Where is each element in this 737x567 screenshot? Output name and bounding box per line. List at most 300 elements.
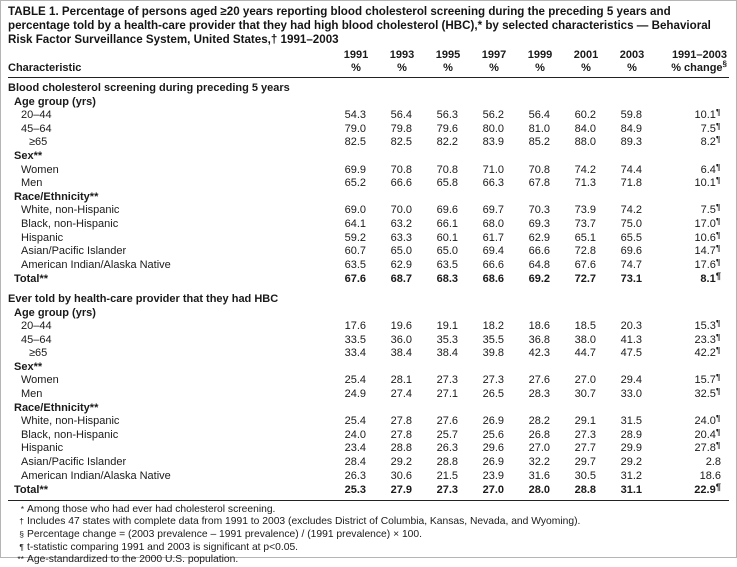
row-label: 45–64 xyxy=(21,122,52,135)
header-unit: % xyxy=(609,62,655,78)
value-cell: 65.0 xyxy=(436,245,458,258)
header-year: 1995 xyxy=(435,49,461,61)
value-cell: 25.6 xyxy=(482,428,504,441)
header-year: 2001 xyxy=(573,49,599,61)
percent-change-cell xyxy=(655,232,729,246)
percent-change-value: 15.7 xyxy=(694,374,716,387)
value-cell: 67.8 xyxy=(528,177,550,190)
value-cell: 19.6 xyxy=(390,320,412,333)
value-cell: 56.2 xyxy=(482,109,504,122)
value-cell: 74.4 xyxy=(620,163,642,176)
value-cell: 74.7 xyxy=(620,258,642,271)
value-cell: 79.6 xyxy=(436,122,458,135)
value-cell: 65.5 xyxy=(620,231,642,244)
row-label: Women xyxy=(21,163,59,176)
value-cell: 35.3 xyxy=(436,333,458,346)
value-cell: 73.7 xyxy=(574,217,596,230)
value-cell: 25.4 xyxy=(344,415,366,428)
percent-change-cell xyxy=(655,272,729,289)
header-spacer xyxy=(8,49,333,62)
value-cell: 33.5 xyxy=(344,333,366,346)
significance-marker: ¶ xyxy=(715,177,721,187)
percent-change-value: 6.4 xyxy=(700,163,716,176)
value-cell: 75.0 xyxy=(620,217,642,230)
percent-change-value: 15.3 xyxy=(694,320,716,333)
value-cell: 27.3 xyxy=(574,428,596,441)
value-cell: 88.0 xyxy=(574,136,596,149)
footnote-text: Among those who had ever had cholesterol screening. xyxy=(27,503,276,515)
value-cell: 28.2 xyxy=(528,415,550,428)
value-cell: 81.0 xyxy=(528,122,550,135)
table-row xyxy=(8,259,729,273)
value-cell: 89.3 xyxy=(620,136,642,149)
footnote xyxy=(8,542,728,555)
value-cell: 60.1 xyxy=(436,231,458,244)
value-cell: 54.3 xyxy=(344,109,366,122)
value-cell: 27.0 xyxy=(471,483,517,500)
value-cell: 64.8 xyxy=(528,258,550,271)
header-unit: % xyxy=(471,62,517,78)
percent-change-cell xyxy=(655,123,729,137)
percent-change-value: 42.2 xyxy=(694,347,716,360)
value-cell: 38.4 xyxy=(390,347,412,360)
header-unit: % xyxy=(333,62,379,78)
value-cell: 69.7 xyxy=(482,204,504,217)
value-cell: 26.5 xyxy=(482,388,504,401)
value-cell: 28.4 xyxy=(344,456,366,469)
value-cell: 64.1 xyxy=(344,217,366,230)
value-cell: 70.8 xyxy=(390,163,412,176)
value-cell: 66.1 xyxy=(436,217,458,230)
row-label: American Indian/Alaska Native xyxy=(21,258,171,271)
value-cell: 56.4 xyxy=(390,109,412,122)
group-header-label: Age group (yrs) xyxy=(14,306,96,319)
value-cell: 67.6 xyxy=(344,273,366,286)
value-cell: 74.2 xyxy=(620,204,642,217)
value-cell: 38.0 xyxy=(574,333,596,346)
value-cell: 27.7 xyxy=(574,442,596,455)
value-cell: 26.3 xyxy=(344,469,366,482)
value-cell: 23.4 xyxy=(344,442,366,455)
footnote xyxy=(8,554,728,567)
percent-change-cell xyxy=(655,470,729,484)
value-cell: 27.4 xyxy=(390,388,412,401)
percent-change-cell xyxy=(655,177,729,191)
value-cell: 69.4 xyxy=(482,245,504,258)
value-cell: 26.9 xyxy=(482,415,504,428)
significance-marker: ¶ xyxy=(715,217,721,227)
value-cell: 27.3 xyxy=(425,483,471,500)
value-cell: 20.3 xyxy=(620,320,642,333)
significance-marker: ¶ xyxy=(715,245,721,255)
value-cell: 31.2 xyxy=(620,469,642,482)
row-label: ≥65 xyxy=(29,347,48,360)
value-cell: 66.3 xyxy=(482,177,504,190)
header-year: 1997 xyxy=(481,49,507,61)
table-row xyxy=(8,245,729,259)
value-cell: 33.0 xyxy=(620,388,642,401)
section-header: Blood cholesterol screening during preceding 5 years xyxy=(8,82,290,94)
value-cell: 59.2 xyxy=(344,231,366,244)
percent-change-value: 17.6 xyxy=(694,258,716,271)
row-label: Total** xyxy=(14,273,49,286)
group-header-row xyxy=(8,96,729,110)
value-cell: 69.6 xyxy=(620,245,642,258)
percent-change-value: 10.6 xyxy=(694,231,716,244)
value-cell: 62.9 xyxy=(390,258,412,271)
row-label: 20–44 xyxy=(21,109,52,122)
percent-change-value: 20.4 xyxy=(694,428,716,441)
group-header-row xyxy=(8,191,729,205)
value-cell: 44.7 xyxy=(574,347,596,360)
percent-change-cell xyxy=(655,245,729,259)
footnote-marker: * xyxy=(20,503,24,514)
percent-change-cell xyxy=(655,347,729,361)
group-header-row xyxy=(8,307,729,321)
table-row xyxy=(8,177,729,191)
percent-change-value: 22.9 xyxy=(694,484,716,497)
row-label: Asian/Pacific Islander xyxy=(21,245,127,258)
percent-change-value: 7.5 xyxy=(700,204,716,217)
value-cell: 30.5 xyxy=(574,469,596,482)
value-cell: 73.1 xyxy=(620,273,642,286)
value-cell: 35.5 xyxy=(482,333,504,346)
value-cell: 70.3 xyxy=(528,204,550,217)
percent-change-cell xyxy=(655,218,729,232)
value-cell: 30.7 xyxy=(574,388,596,401)
total-row xyxy=(8,272,729,289)
value-cell: 82.2 xyxy=(436,136,458,149)
value-cell: 61.7 xyxy=(482,231,504,244)
value-cell: 84.0 xyxy=(574,122,596,135)
value-cell: 66.6 xyxy=(528,245,550,258)
value-cell: 18.5 xyxy=(574,320,596,333)
percent-change-value: 8.2 xyxy=(700,136,716,149)
value-cell: 68.3 xyxy=(436,273,458,286)
significance-marker: ¶ xyxy=(715,163,721,173)
row-label: Total** xyxy=(8,483,333,500)
value-cell: 19.1 xyxy=(436,320,458,333)
significance-marker: ¶ xyxy=(715,272,721,283)
section-footnote-marker: § xyxy=(722,59,727,69)
footnote-text: Age-standardized to the 2000 U.S. population. xyxy=(27,554,239,566)
significance-marker: ¶ xyxy=(715,136,721,146)
percent-change-cell xyxy=(655,164,729,178)
value-cell: 28.8 xyxy=(390,442,412,455)
percent-change-value: 17.0 xyxy=(694,217,716,230)
value-cell: 84.9 xyxy=(620,122,642,135)
table-row xyxy=(8,109,729,123)
percent-change-cell xyxy=(655,204,729,218)
value-cell: 65.8 xyxy=(436,177,458,190)
header-unit: % xyxy=(379,62,425,78)
significance-marker: ¶ xyxy=(715,442,721,452)
header-year: 1993 xyxy=(389,49,415,61)
significance-marker: ¶ xyxy=(715,388,721,398)
percent-change-cell xyxy=(655,109,729,123)
value-cell: 68.6 xyxy=(482,273,504,286)
value-cell: 70.8 xyxy=(528,163,550,176)
significance-marker: ¶ xyxy=(715,122,721,132)
value-cell: 27.6 xyxy=(436,415,458,428)
header-unit: % xyxy=(425,62,471,78)
value-cell: 71.3 xyxy=(574,177,596,190)
row-label: White, non-Hispanic xyxy=(21,204,120,217)
value-cell: 82.5 xyxy=(344,136,366,149)
total-row xyxy=(8,483,729,500)
significance-marker: ¶ xyxy=(715,320,721,330)
percent-change-value: 10.1 xyxy=(694,177,716,190)
section-header-row xyxy=(8,289,729,307)
significance-marker: ¶ xyxy=(715,483,721,494)
table-title: TABLE 1. Percentage of persons aged ≥20 years reporting blood cholesterol screening during the preceding 5 years and percentage told by a health-care provider that they had high blood cholesterol (HBC),* by selected characteristics — Behavioral Risk Factor Surveillance System, United States,† 1991–2003 xyxy=(8,5,711,46)
value-cell: 25.3 xyxy=(333,483,379,500)
value-cell: 28.8 xyxy=(563,483,609,500)
value-cell: 27.1 xyxy=(436,388,458,401)
value-cell: 70.8 xyxy=(436,163,458,176)
value-cell: 69.0 xyxy=(344,204,366,217)
table-row xyxy=(8,388,729,402)
value-cell: 67.6 xyxy=(574,258,596,271)
percent-change-value: 14.7 xyxy=(694,245,716,258)
group-header-label: Race/Ethnicity** xyxy=(14,401,99,414)
percent-change-cell xyxy=(655,483,729,500)
value-cell: 41.3 xyxy=(620,333,642,346)
percent-change-cell xyxy=(655,374,729,388)
row-label: White, non-Hispanic xyxy=(21,415,120,428)
value-cell: 68.0 xyxy=(482,217,504,230)
value-cell: 63.3 xyxy=(390,231,412,244)
header-change-period: 1991–2003 xyxy=(671,49,727,61)
row-label: Asian/Pacific Islander xyxy=(21,456,127,469)
percent-change-value: 32.5 xyxy=(694,388,716,401)
value-cell: 72.7 xyxy=(574,273,596,286)
value-cell: 70.0 xyxy=(390,204,412,217)
value-cell: 36.8 xyxy=(528,333,550,346)
percent-change-cell xyxy=(655,334,729,348)
value-cell: 71.8 xyxy=(620,177,642,190)
value-cell: 29.9 xyxy=(620,442,642,455)
value-cell: 29.2 xyxy=(620,456,642,469)
value-cell: 63.5 xyxy=(436,258,458,271)
value-cell: 29.6 xyxy=(482,442,504,455)
percent-change-value: 27.8 xyxy=(694,442,716,455)
significance-marker: ¶ xyxy=(715,415,721,425)
statistics-table xyxy=(8,49,729,501)
table-row xyxy=(8,470,729,484)
value-cell: 27.0 xyxy=(528,442,550,455)
value-cell: 60.7 xyxy=(344,245,366,258)
footnote xyxy=(8,529,728,542)
value-cell: 72.8 xyxy=(574,245,596,258)
value-cell: 68.7 xyxy=(390,273,412,286)
footnote-marker: § xyxy=(19,529,24,539)
header-units-row xyxy=(8,62,729,78)
value-cell: 28.8 xyxy=(436,456,458,469)
group-header-label: Sex** xyxy=(14,360,43,373)
value-cell: 27.0 xyxy=(574,374,596,387)
value-cell: 69.3 xyxy=(528,217,550,230)
percent-change-value: 8.1 xyxy=(700,273,716,286)
value-cell: 29.2 xyxy=(390,456,412,469)
table-row xyxy=(8,334,729,348)
footnote xyxy=(8,516,728,529)
value-cell: 66.6 xyxy=(482,258,504,271)
value-cell: 28.0 xyxy=(517,483,563,500)
value-cell: 25.4 xyxy=(344,374,366,387)
significance-marker: ¶ xyxy=(715,428,721,438)
table-body xyxy=(8,78,729,501)
value-cell: 28.9 xyxy=(620,428,642,441)
value-cell: 69.2 xyxy=(528,273,550,286)
value-cell: 23.9 xyxy=(482,469,504,482)
value-cell: 31.5 xyxy=(620,415,642,428)
significance-marker: ¶ xyxy=(715,347,721,357)
footnote xyxy=(8,504,728,517)
value-cell: 71.0 xyxy=(482,163,504,176)
group-header-label: Sex** xyxy=(14,149,43,162)
table-row xyxy=(8,136,729,150)
value-cell: 27.6 xyxy=(528,374,550,387)
percent-change-cell xyxy=(655,429,729,443)
significance-marker: ¶ xyxy=(715,374,721,384)
value-cell: 80.0 xyxy=(482,122,504,135)
value-cell: 26.8 xyxy=(528,428,550,441)
value-cell: 47.5 xyxy=(620,347,642,360)
value-cell: 25.7 xyxy=(436,428,458,441)
value-cell: 31.6 xyxy=(528,469,550,482)
footnote-text: Percentage change = (2003 prevalence – 1991 prevalence) / (1991 prevalence) × 100. xyxy=(27,529,422,540)
group-header-label: Age group (yrs) xyxy=(14,95,96,108)
percent-change-cell xyxy=(655,456,729,470)
value-cell: 42.3 xyxy=(528,347,550,360)
value-cell: 30.6 xyxy=(390,469,412,482)
percent-change-cell xyxy=(655,136,729,150)
row-label: Black, non-Hispanic xyxy=(21,217,119,230)
percent-change-value: 23.3 xyxy=(694,333,716,346)
percent-change-cell xyxy=(655,415,729,429)
value-cell: 27.3 xyxy=(482,374,504,387)
value-cell: 60.2 xyxy=(574,109,596,122)
value-cell: 79.8 xyxy=(390,122,412,135)
significance-marker: ¶ xyxy=(715,258,721,268)
value-cell: 63.2 xyxy=(390,217,412,230)
footnote-marker: ¶ xyxy=(19,541,24,552)
row-label: Hispanic xyxy=(21,231,64,244)
footnotes xyxy=(8,504,728,567)
section-header-row xyxy=(8,78,729,96)
row-label: 20–44 xyxy=(21,320,52,333)
table-row xyxy=(8,347,729,361)
footnote-marker: ** xyxy=(17,554,24,565)
row-label: 45–64 xyxy=(21,333,52,346)
percent-change-cell xyxy=(655,442,729,456)
value-cell: 59.8 xyxy=(620,109,642,122)
value-cell: 38.4 xyxy=(436,347,458,360)
footnote-text: t-statistic comparing 1991 and 2003 is significant at p<0.05. xyxy=(27,541,299,553)
value-cell: 73.9 xyxy=(574,204,596,217)
value-cell: 24.9 xyxy=(344,388,366,401)
value-cell: 39.8 xyxy=(482,347,504,360)
value-cell: 26.3 xyxy=(436,442,458,455)
percent-change-cell xyxy=(655,259,729,273)
value-cell: 27.3 xyxy=(436,374,458,387)
table-row xyxy=(8,320,729,334)
value-cell: 66.6 xyxy=(390,177,412,190)
value-cell: 74.2 xyxy=(574,163,596,176)
header-change-text: % change xyxy=(671,62,723,74)
percent-change-value: 18.6 xyxy=(699,469,721,482)
table-header xyxy=(8,49,729,78)
footnote-text: Includes 47 states with complete data from 1991 to 2003 (excludes District of Columbia, Kansas, Nevada, and Wyoming). xyxy=(27,516,581,528)
value-cell: 29.4 xyxy=(620,374,642,387)
table-row xyxy=(8,164,729,178)
value-cell: 63.5 xyxy=(344,258,366,271)
value-cell: 69.9 xyxy=(344,163,366,176)
percent-change-cell xyxy=(655,320,729,334)
percent-change-cell xyxy=(655,388,729,402)
value-cell: 27.8 xyxy=(390,415,412,428)
significance-marker: ¶ xyxy=(715,204,721,214)
table-row xyxy=(8,456,729,470)
value-cell: 27.8 xyxy=(390,428,412,441)
header-unit: % xyxy=(517,62,563,78)
percent-change-value: 10.1 xyxy=(694,109,716,122)
value-cell: 24.0 xyxy=(344,428,366,441)
value-cell: 36.0 xyxy=(390,333,412,346)
table-row xyxy=(8,218,729,232)
value-cell: 29.7 xyxy=(574,456,596,469)
value-cell: 18.6 xyxy=(528,320,550,333)
table-row xyxy=(8,442,729,456)
section-header: Ever told by health-care provider that they had HBC xyxy=(8,292,279,305)
group-header-row xyxy=(8,150,729,164)
row-label: Women xyxy=(21,374,59,387)
significance-marker: ¶ xyxy=(715,231,721,241)
value-cell: 82.5 xyxy=(390,136,412,149)
header-years-row xyxy=(8,49,729,62)
value-cell: 28.1 xyxy=(390,374,412,387)
group-header-label: Race/Ethnicity** xyxy=(14,190,99,203)
value-cell: 28.3 xyxy=(528,388,550,401)
header-year: 2003 xyxy=(619,49,645,61)
row-label: Men xyxy=(21,388,43,401)
row-label: ≥65 xyxy=(29,136,48,149)
percent-change-value: 7.5 xyxy=(700,122,716,135)
value-cell: 31.1 xyxy=(609,483,655,500)
row-label: American Indian/Alaska Native xyxy=(21,469,171,482)
row-label: Hispanic xyxy=(21,442,64,455)
value-cell: 83.9 xyxy=(482,136,504,149)
header-year: 1991 xyxy=(343,49,369,61)
value-cell: 26.9 xyxy=(482,456,504,469)
value-cell: 17.6 xyxy=(344,320,366,333)
percent-change-value: 2.8 xyxy=(705,456,721,469)
group-header-row xyxy=(8,361,729,375)
value-cell: 27.9 xyxy=(379,483,425,500)
value-cell: 21.5 xyxy=(436,469,458,482)
value-cell: 56.4 xyxy=(528,109,550,122)
value-cell: 32.2 xyxy=(528,456,550,469)
row-label: Men xyxy=(21,177,43,190)
header-year: 1999 xyxy=(527,49,553,61)
table-row xyxy=(8,415,729,429)
table-row xyxy=(8,374,729,388)
value-cell: 65.1 xyxy=(574,231,596,244)
value-cell: 85.2 xyxy=(528,136,550,149)
table-row xyxy=(8,232,729,246)
value-cell: 33.4 xyxy=(344,347,366,360)
